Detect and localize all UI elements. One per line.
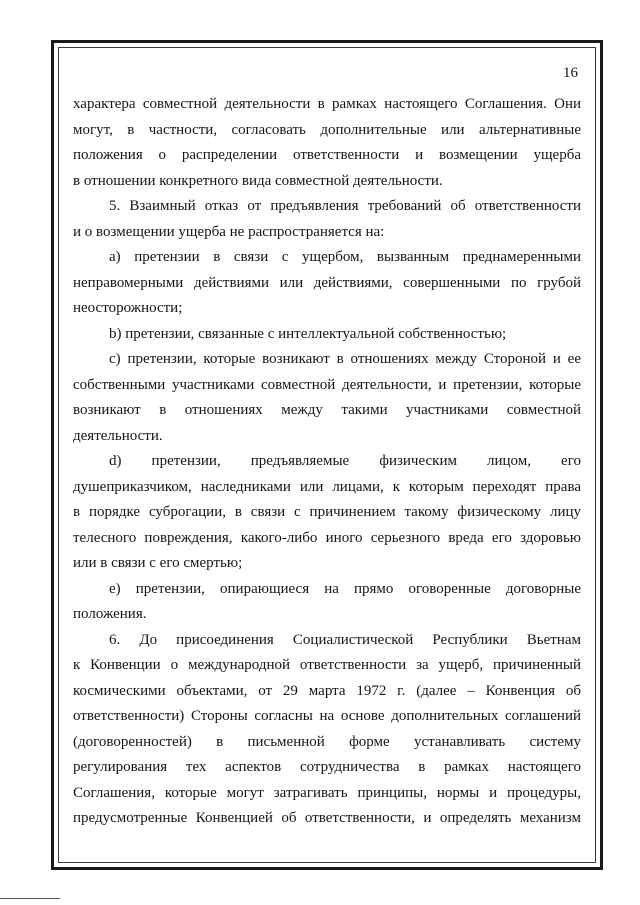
text-line: собственными участниками совместной деятельности, и претензии, которые [73,376,581,393]
text-line: Соглашения, которые могут затрагивать принципы, нормы и процедуры, [73,784,581,801]
text-line: и о возмещении ущерба не распространяется на: [73,223,385,240]
text-line: в отношении конкретного вида совместной деятельности. [73,172,443,189]
text-line: в порядке суброгации, в связи с причинением такому физическому лицу [73,504,581,520]
bottom-rule [0,898,60,899]
text-line: e) претензии, опирающиеся на прямо оговоренные договорные [109,580,581,597]
text-line: ответственности) Стороны согласны на основе дополнительных соглашений [73,708,581,724]
text-line: неправомерными действиями или действиями, совершенными по грубой [73,274,581,291]
text-line: a) претензии в связи с ущербом, вызванным преднамеренными [109,249,581,265]
text-line: неосторожности; [73,300,183,316]
text-line: d) претензии, предъявляемые физическим лицом, его [109,453,581,469]
text-line: телесного повреждения, какого-либо иного серьезного вреда его здоровью [73,529,581,546]
document-body [73,92,581,832]
text-line: 6. До присоединения Социалистической Республики Вьетнам [109,631,581,648]
text-line: положения. [73,606,147,622]
text-line: b) претензии, связанные с интеллектуальной собственностью; [109,325,507,342]
text-line: положения о распределении ответственности и возмещении ущерба [73,147,581,163]
text-line: возникают в отношениях между такими участниками совместной [73,402,581,418]
text-line: характера совместной деятельности в рамках настоящего Соглашения. Они [73,96,581,112]
text-line: c) претензии, которые возникают в отношениях между Стороной и ее [109,351,581,367]
text-line: (договоренностей) в письменной форме устанавливать систему [73,733,581,750]
text-line: или в связи с его смертью; [73,555,243,571]
text-line: предусмотренные Конвенцией об ответственности, и определять механизм [73,810,581,826]
text-line: космическими объектами, от 29 марта 1972 г. (далее – Конвенция об [73,682,581,699]
page-number: 16 [563,65,578,81]
text-line: 5. Взаимный отказ от предъявления требований об ответственности [109,198,581,214]
text-line: душеприказчиком, наследниками или лицами, к которым переходят права [73,478,581,495]
text-line: регулирования тех аспектов сотрудничества в рамках настоящего [73,759,581,775]
text-line: к Конвенции о международной ответственности за ущерб, причиненный [73,657,581,673]
text-line: могут, в частности, согласовать дополнительные или альтернативные [73,121,581,138]
text-line: деятельности. [73,427,163,444]
